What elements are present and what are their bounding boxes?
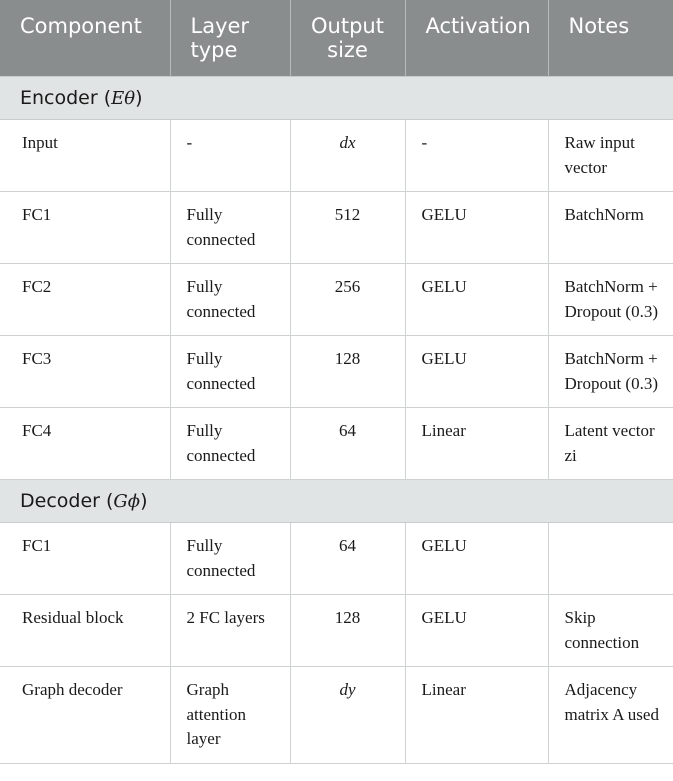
- cell-component: FC3: [0, 336, 170, 408]
- cell-layer: Fully connected: [170, 523, 290, 595]
- header-activation: Activation: [405, 0, 548, 77]
- cell-notes: BatchNorm: [548, 192, 673, 264]
- section-encoder: [0, 77, 673, 120]
- cell-activation: -: [405, 120, 548, 192]
- cell-component: FC1: [0, 523, 170, 595]
- decoder-symbol: Gϕ: [113, 491, 141, 512]
- cell-notes: BatchNorm + Dropout (0.3): [548, 264, 673, 336]
- header-notes: Notes: [548, 0, 673, 77]
- encoder-label-close: ): [135, 87, 143, 109]
- cell-layer: -: [170, 120, 290, 192]
- cell-layer: 2 FC layers: [170, 595, 290, 667]
- cell-activation: GELU: [405, 595, 548, 667]
- cell-output: 512: [290, 192, 405, 264]
- cell-activation: Linear: [405, 667, 548, 764]
- table-row: [0, 336, 673, 408]
- cell-output: dy: [290, 667, 405, 764]
- section-decoder: [0, 480, 673, 523]
- cell-output: dx: [290, 120, 405, 192]
- cell-layer: Fully connected: [170, 192, 290, 264]
- cell-component: FC4: [0, 408, 170, 480]
- cell-activation: GELU: [405, 264, 548, 336]
- cell-layer: Graph attention layer: [170, 667, 290, 764]
- cell-output: 64: [290, 523, 405, 595]
- section-encoder-label: [0, 77, 673, 120]
- cell-output: 128: [290, 595, 405, 667]
- table-row: [0, 120, 673, 192]
- table-row: [0, 264, 673, 336]
- cell-activation: Linear: [405, 408, 548, 480]
- table-row: [0, 595, 673, 667]
- cell-layer: Fully connected: [170, 408, 290, 480]
- encoder-symbol: Eθ: [111, 88, 136, 109]
- section-decoder-label: [0, 480, 673, 523]
- cell-notes: Raw input vector: [548, 120, 673, 192]
- cell-activation: GELU: [405, 192, 548, 264]
- cell-notes: Skip connection: [548, 595, 673, 667]
- header-row: [0, 0, 673, 77]
- table-row: [0, 192, 673, 264]
- table-row: [0, 408, 673, 480]
- header-layer-type: Layer type: [170, 0, 290, 77]
- cell-activation: GELU: [405, 523, 548, 595]
- encoder-label-text: Encoder (: [20, 87, 112, 109]
- table-row: [0, 523, 673, 595]
- cell-output: 64: [290, 408, 405, 480]
- cell-notes: BatchNorm + Dropout (0.3): [548, 336, 673, 408]
- table-row: [0, 667, 673, 764]
- decoder-label-text: Decoder (: [20, 490, 114, 512]
- cell-output: 256: [290, 264, 405, 336]
- cell-layer: Fully connected: [170, 336, 290, 408]
- header-output-size: Output size: [290, 0, 405, 77]
- cell-notes: Adjacency matrix A used: [548, 667, 673, 764]
- cell-notes: Latent vector zi: [548, 408, 673, 480]
- cell-component: Residual block: [0, 595, 170, 667]
- header-component: Component: [0, 0, 170, 77]
- cell-activation: GELU: [405, 336, 548, 408]
- cell-component: Input: [0, 120, 170, 192]
- cell-component: FC2: [0, 264, 170, 336]
- cell-layer: Fully connected: [170, 264, 290, 336]
- cell-output: 128: [290, 336, 405, 408]
- cell-notes: [548, 523, 673, 595]
- table-header: [0, 0, 673, 77]
- cell-component: Graph decoder: [0, 667, 170, 764]
- cell-component: FC1: [0, 192, 170, 264]
- decoder-label-close: ): [140, 490, 148, 512]
